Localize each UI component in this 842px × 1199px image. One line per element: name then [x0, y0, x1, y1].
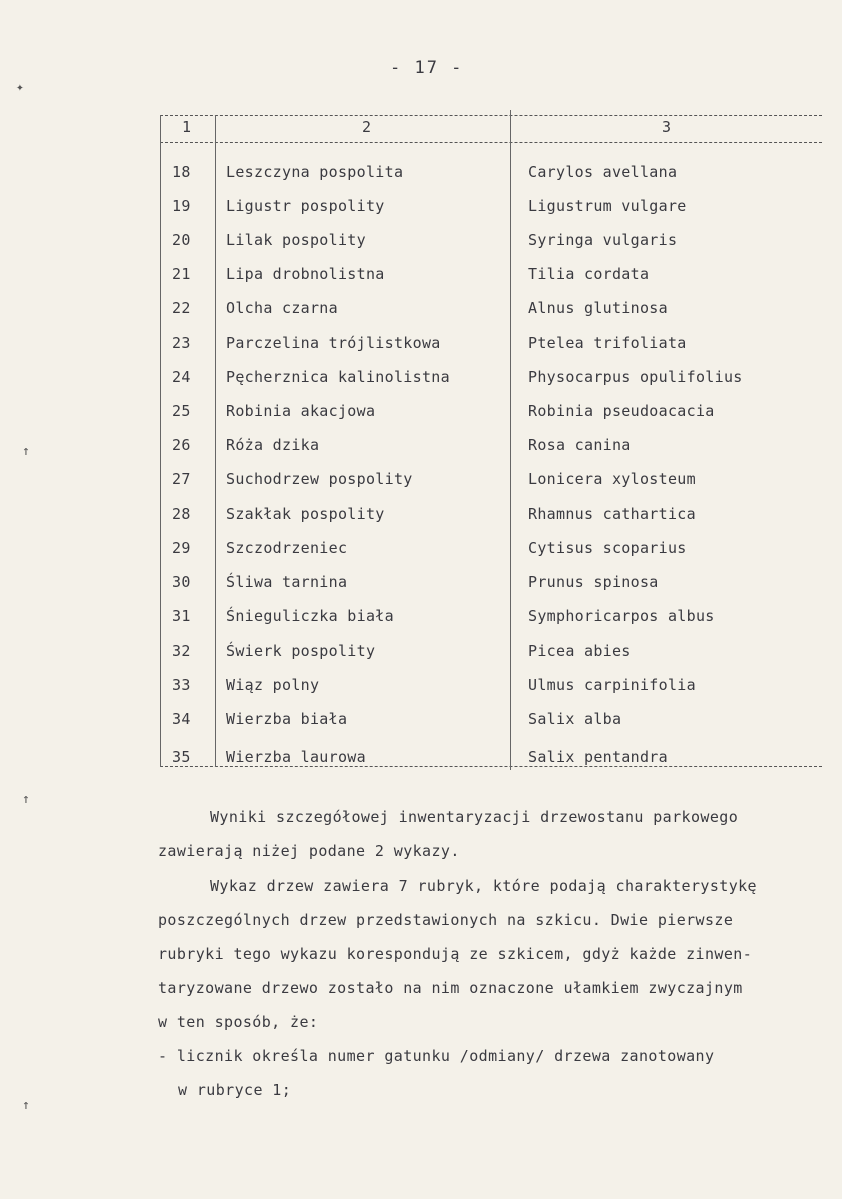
- polish-name: Śliwa tarnina: [226, 573, 348, 591]
- table-row: [160, 299, 822, 333]
- row-number: 19: [172, 197, 191, 215]
- polish-name: Lilak pospolity: [226, 231, 366, 249]
- polish-name: Leszczyna pospolita: [226, 163, 404, 181]
- polish-name: Śnieguliczka biała: [226, 607, 394, 625]
- paragraph-line: w ten sposób, że:: [158, 1013, 319, 1031]
- table-row: [160, 368, 822, 402]
- row-number: 23: [172, 334, 191, 352]
- table-top-rule: [160, 115, 822, 116]
- polish-name: Wierzba laurowa: [226, 748, 366, 766]
- polish-name: Suchodrzew pospolity: [226, 470, 413, 488]
- row-number: 30: [172, 573, 191, 591]
- binder-hole-mark-3: ↑: [22, 792, 30, 807]
- polish-name: Olcha czarna: [226, 299, 338, 317]
- latin-name: Robinia pseudoacacia: [528, 402, 715, 420]
- latin-name: Rosa canina: [528, 436, 631, 454]
- list-item-continuation: w rubryce 1;: [178, 1081, 292, 1099]
- table-row: [160, 607, 822, 641]
- row-number: 34: [172, 710, 191, 728]
- row-number: 28: [172, 505, 191, 523]
- row-number: 18: [172, 163, 191, 181]
- polish-name: Parczelina trójlistkowa: [226, 334, 441, 352]
- latin-name: Salix pentandra: [528, 748, 668, 766]
- list-item: - licznik określa numer gatunku /odmiany/ drzewa zanotowany: [158, 1047, 715, 1065]
- row-number: 20: [172, 231, 191, 249]
- latin-name: Alnus glutinosa: [528, 299, 668, 317]
- binder-hole-mark-2: ↑: [22, 444, 30, 459]
- row-number: 31: [172, 607, 191, 625]
- latin-name: Picea abies: [528, 642, 631, 660]
- table-row: [160, 197, 822, 231]
- latin-name: Lonicera xylosteum: [528, 470, 696, 488]
- row-number: 24: [172, 368, 191, 386]
- table-row: [160, 573, 822, 607]
- latin-name: Salix alba: [528, 710, 622, 728]
- latin-name: Symphoricarpos albus: [528, 607, 715, 625]
- row-number: 29: [172, 539, 191, 557]
- paragraph-line: taryzowane drzewo zostało na nim oznaczone ułamkiem zwyczajnym: [158, 979, 743, 997]
- binder-hole-mark-4: ↑: [22, 1098, 30, 1113]
- table-row: [160, 163, 822, 197]
- polish-name: Szakłak pospolity: [226, 505, 385, 523]
- row-number: 26: [172, 436, 191, 454]
- table-row: [160, 676, 822, 710]
- paragraph-line: Wyniki szczegółowej inwentaryzacji drzewostanu parkowego: [210, 808, 739, 826]
- polish-name: Pęcherznica kalinolistna: [226, 368, 450, 386]
- paragraph-line: zawierają niżej podane 2 wykazy.: [158, 842, 460, 860]
- latin-name: Ptelea trifoliata: [528, 334, 687, 352]
- latin-name: Rhamnus cathartica: [528, 505, 696, 523]
- table-row: [160, 334, 822, 368]
- table-row: [160, 539, 822, 573]
- latin-name: Ulmus carpinifolia: [528, 676, 696, 694]
- polish-name: Ligustr pospolity: [226, 197, 385, 215]
- table-row: [160, 505, 822, 539]
- row-number: 22: [172, 299, 191, 317]
- table-row: [160, 436, 822, 470]
- polish-name: Lipa drobnolistna: [226, 265, 385, 283]
- row-number: 25: [172, 402, 191, 420]
- latin-name: Ligustrum vulgare: [528, 197, 687, 215]
- polish-name: Robinia akacjowa: [226, 402, 376, 420]
- paragraph-line: Wykaz drzew zawiera 7 rubryk, które podają charakterystykę: [210, 877, 757, 895]
- polish-name: Róża dzika: [226, 436, 320, 454]
- table-row: [160, 265, 822, 299]
- paragraph-line: poszczególnych drzew przedstawionych na szkicu. Dwie pierwsze: [158, 911, 734, 929]
- table-row: [160, 642, 822, 676]
- latin-name: Physocarpus opulifolius: [528, 368, 743, 386]
- species-table: [160, 110, 822, 770]
- page-number: - 17 -: [390, 58, 464, 78]
- row-number: 21: [172, 265, 191, 283]
- column-header-2: 2: [362, 118, 372, 136]
- column-header-3: 3: [662, 118, 672, 136]
- binder-hole-mark-1: ✦: [16, 80, 24, 95]
- paragraph-line: rubryki tego wykazu korespondują ze szkicem, gdyż każde zinwen-: [158, 945, 753, 963]
- polish-name: Wierzba biała: [226, 710, 348, 728]
- latin-name: Cytisus scoparius: [528, 539, 687, 557]
- latin-name: Carylos avellana: [528, 163, 678, 181]
- latin-name: Syringa vulgaris: [528, 231, 678, 249]
- row-number: 33: [172, 676, 191, 694]
- table-header-rule: [160, 142, 822, 143]
- polish-name: Wiąz polny: [226, 676, 320, 694]
- column-header-1: 1: [182, 118, 192, 136]
- table-row: [160, 748, 822, 782]
- table-row: [160, 470, 822, 504]
- row-number: 32: [172, 642, 191, 660]
- table-row: [160, 231, 822, 265]
- latin-name: Tilia cordata: [528, 265, 650, 283]
- row-number: 27: [172, 470, 191, 488]
- table-row: [160, 402, 822, 436]
- latin-name: Prunus spinosa: [528, 573, 659, 591]
- polish-name: Szczodrzeniec: [226, 539, 348, 557]
- polish-name: Świerk pospolity: [226, 642, 376, 660]
- row-number: 35: [172, 748, 191, 766]
- table-row: [160, 710, 822, 744]
